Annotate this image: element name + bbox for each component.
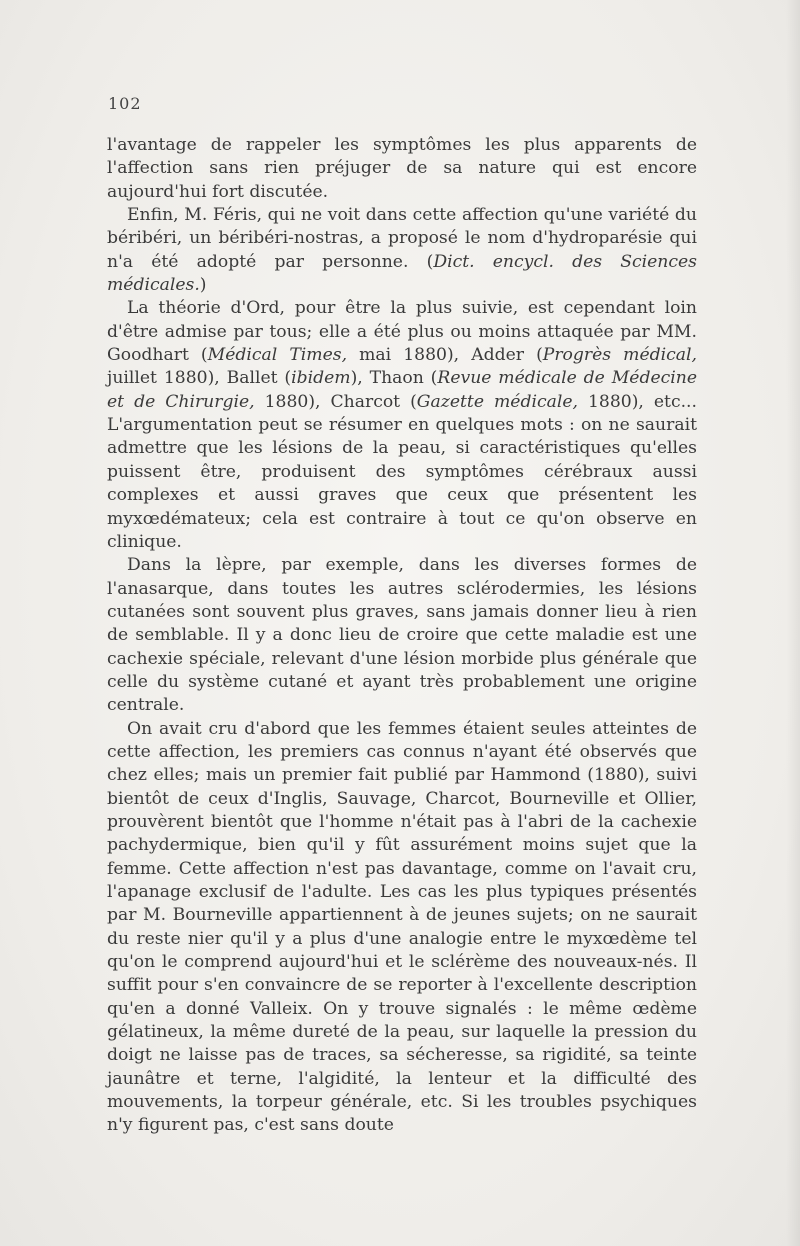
- body-text: [107, 134, 697, 1138]
- text-segment: La théorie d'Ord, pour être la plus suivie, est cependant loin d'être admise par tous; elle a été plus ou moins attaquée par MM. Goodhart (: [107, 298, 697, 366]
- text-segment: mai 1880), Adder (: [347, 345, 543, 366]
- paragraph-1: [107, 134, 697, 204]
- paragraph-3: [107, 297, 697, 554]
- text-segment: ), Thaon (: [350, 368, 438, 389]
- text-segment: ): [199, 275, 207, 296]
- paragraph-2: [107, 204, 697, 297]
- citation-title: ibidem: [291, 368, 351, 389]
- text-segment: l'avantage de rappeler les symptômes les plus apparents de l'affection sans rien préjuger de sa nature qui est encore aujourd'hui fort discutée.: [107, 135, 697, 202]
- citation-title: Dict. encycl. des Sciences médicales.: [107, 251, 697, 296]
- citation-title: Revue médicale de Médecine et de Chirurgie,: [107, 368, 697, 412]
- paragraph-5: [107, 718, 697, 1138]
- text-segment: 1880), etc... L'argumentation peut se résumer en quelques mots : on ne saurait admettre que les lésions de la peau, si caractéristiques qu'elles puissent être, produisent des symptômes cérébraux aussi complexes et aussi graves que ceux que présentent les myxœdémateux; cela est contraire à tout ce qu'on observe en clinique.: [107, 391, 697, 552]
- text-segment: 1880), Charcot (: [254, 391, 417, 412]
- text-segment: Enfin, M. Féris, qui ne voit dans cette affection qu'une variété du béribéri, un béribéri-nostras, a proposé le nom d'hydroparésie qui n'a été adopté par personne. (: [107, 205, 697, 272]
- page-number: 102: [108, 94, 142, 113]
- page-edge-shadow: [786, 0, 800, 1246]
- paragraph-4: [107, 554, 697, 717]
- citation-title: Progrès médical,: [542, 345, 697, 366]
- text-segment: juillet 1880), Ballet (: [107, 368, 292, 389]
- text-segment: On avait cru d'abord que les femmes étaient seules atteintes de cette affection, les premiers cas connus n'ayant été observés que chez elles; mais un premier fait publié par Hammond (1880), suivi bientôt de ceux d'Inglis, Sauvage, Charcot, Bourneville et Ollier, prouvèrent bientôt que l'homme n'était pas à l'abri de la cachexie pachydermique, bien qu'il y fût assurément moins sujet que la femme. Cette affection n'est pas davantage, comme on l'avait cru, l'apanage exclusif de l'adulte. Les cas les plus typiques présentés par M. Bourneville appartiennent à de jeunes sujets; on ne saurait du reste nier qu'il y a plus d'une analogie entre le myxœdème tel qu'on le comprend aujourd'hui et le sclérème des nouveaux-nés. Il suffit pour s'en convaincre de se reporter à l'excellente description qu'en a donné Valleix. On y trouve signalés : le même œdème gélatineux, la même dureté de la peau, sur laquelle la pression du doigt ne laisse pas de traces, sa sécheresse, sa rigidité, sa teinte jaunâtre et terne, l'algidité, la lenteur et la difficulté des mouvements, la torpeur générale, etc. Si les troubles psychiques n'y figurent pas, c'est sans doute: [107, 718, 697, 1136]
- citation-title: Médical Times,: [207, 345, 348, 366]
- text-segment: Dans la lèpre, par exemple, dans les diverses formes de l'anasarque, dans toutes les autres sclérodermies, les lésions cutanées sont souvent plus graves, sans jamais donner lieu à rien de semblable. Il y a donc lieu de croire que cette maladie est une cachexie spéciale, relevant d'une lésion morbide plus générale que celle du système cutané et ayant très probablement une origine centrale.: [107, 555, 697, 716]
- citation-title: Gazette médicale,: [416, 391, 578, 412]
